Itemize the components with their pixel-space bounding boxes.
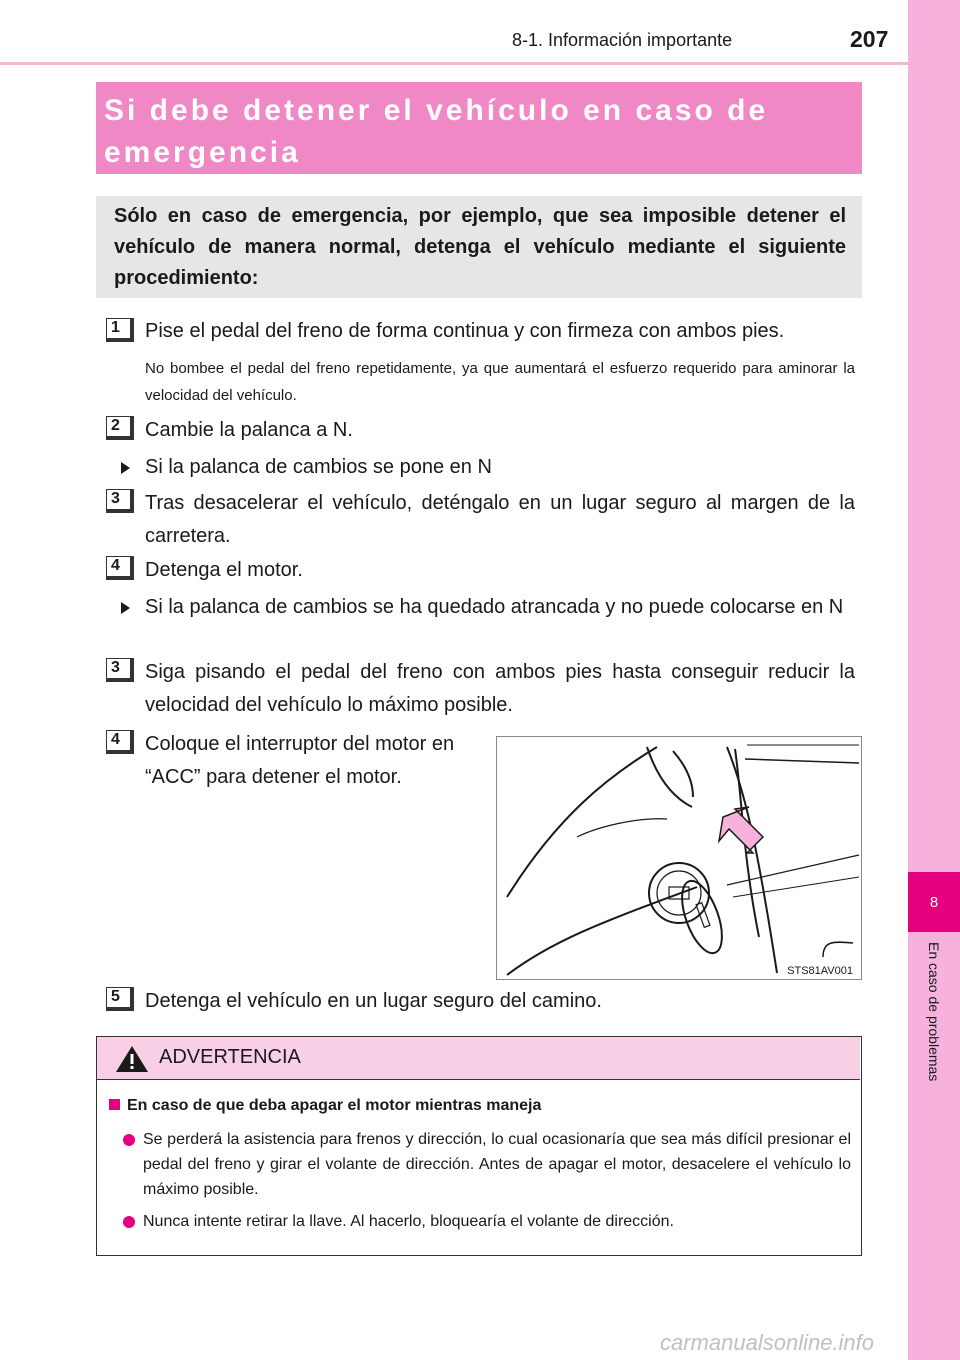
warning-title: ADVERTENCIA bbox=[159, 1046, 301, 1068]
condition-text: Si la palanca de cambios se pone en N bbox=[145, 456, 492, 478]
step-text: Detenga el motor. bbox=[145, 559, 303, 581]
step-note: No bombee el pedal del freno repetidamente, ya que aumentará el esfuerzo requerido para aminorar la velocidad del vehículo. bbox=[145, 360, 855, 404]
square-bullet-icon bbox=[109, 1099, 120, 1110]
ignition-key-figure bbox=[496, 736, 862, 980]
step-badge: 4 bbox=[106, 556, 134, 580]
chapter-side-tab[interactable] bbox=[908, 0, 960, 1360]
step-text: Tras desacelerar el vehículo, deténgalo en un lugar seguro al margen de la carretera. bbox=[145, 492, 855, 547]
step-badge: 5 bbox=[106, 987, 134, 1011]
dot-bullet-icon bbox=[123, 1216, 135, 1228]
arrow-bullet-icon bbox=[121, 462, 130, 474]
step-text: Cambie la palanca a N. bbox=[145, 419, 353, 441]
warning-subtitle bbox=[109, 1097, 541, 1115]
page-title: Si debe detener el vehículo en caso de emergencia bbox=[96, 82, 862, 174]
warning-item: Se perderá la asistencia para frenos y dirección, lo cual ocasionaría que sea más difícil presionar el pedal del freno y girar el volante de dirección. Antes de apagar el motor, desacelere el vehículo lo máximo posible. bbox=[143, 1131, 851, 1198]
watermark: carmanualsonline.info bbox=[660, 1330, 875, 1355]
warning-subtitle-text: En caso de que deba apagar el motor mientras maneja bbox=[127, 1097, 542, 1114]
warning-box bbox=[96, 1036, 862, 1256]
step-text: Pise el pedal del freno de forma continua y con firmeza con ambos pies. bbox=[145, 320, 785, 342]
warning-item: Nunca intente retirar la llave. Al hacerlo, bloquearía el volante de dirección. bbox=[143, 1213, 674, 1230]
step-badge: 2 bbox=[106, 416, 134, 440]
intro-box: Sólo en caso de emergencia, por ejemplo, que sea imposible detener el vehículo de manera normal, detenga el vehículo mediante el siguiente procedimiento: bbox=[96, 196, 862, 298]
arrow-bullet-icon bbox=[121, 602, 130, 614]
figure-code: STS81AV001 bbox=[787, 965, 853, 977]
warning-header bbox=[97, 1037, 860, 1080]
chapter-title: En caso de problemas bbox=[926, 942, 942, 1082]
step-badge: 3 bbox=[106, 489, 134, 513]
step-badge: 4 bbox=[106, 730, 134, 754]
condition-text: Si la palanca de cambios se ha quedado atrancada y no puede colocarse en N bbox=[145, 596, 844, 618]
header-rule bbox=[0, 62, 908, 65]
step-text: Siga pisando el pedal del freno con ambos pies hasta conseguir reducir la velocidad del vehículo lo máximo posible. bbox=[145, 661, 855, 716]
dot-bullet-icon bbox=[123, 1134, 135, 1146]
ignition-key-illustration-icon bbox=[497, 737, 863, 981]
step-text: Coloque el interruptor del motor en “ACC” para detener el motor. bbox=[145, 733, 455, 788]
warning-triangle-icon bbox=[115, 1045, 149, 1073]
chapter-number: 8 bbox=[929, 894, 939, 911]
section-title: 8-1. Información importante bbox=[512, 30, 733, 50]
step-text: Detenga el vehículo en un lugar seguro del camino. bbox=[145, 990, 602, 1012]
step-badge: 1 bbox=[106, 318, 134, 342]
page-number: 207 bbox=[850, 26, 889, 52]
step-badge: 3 bbox=[106, 658, 134, 682]
